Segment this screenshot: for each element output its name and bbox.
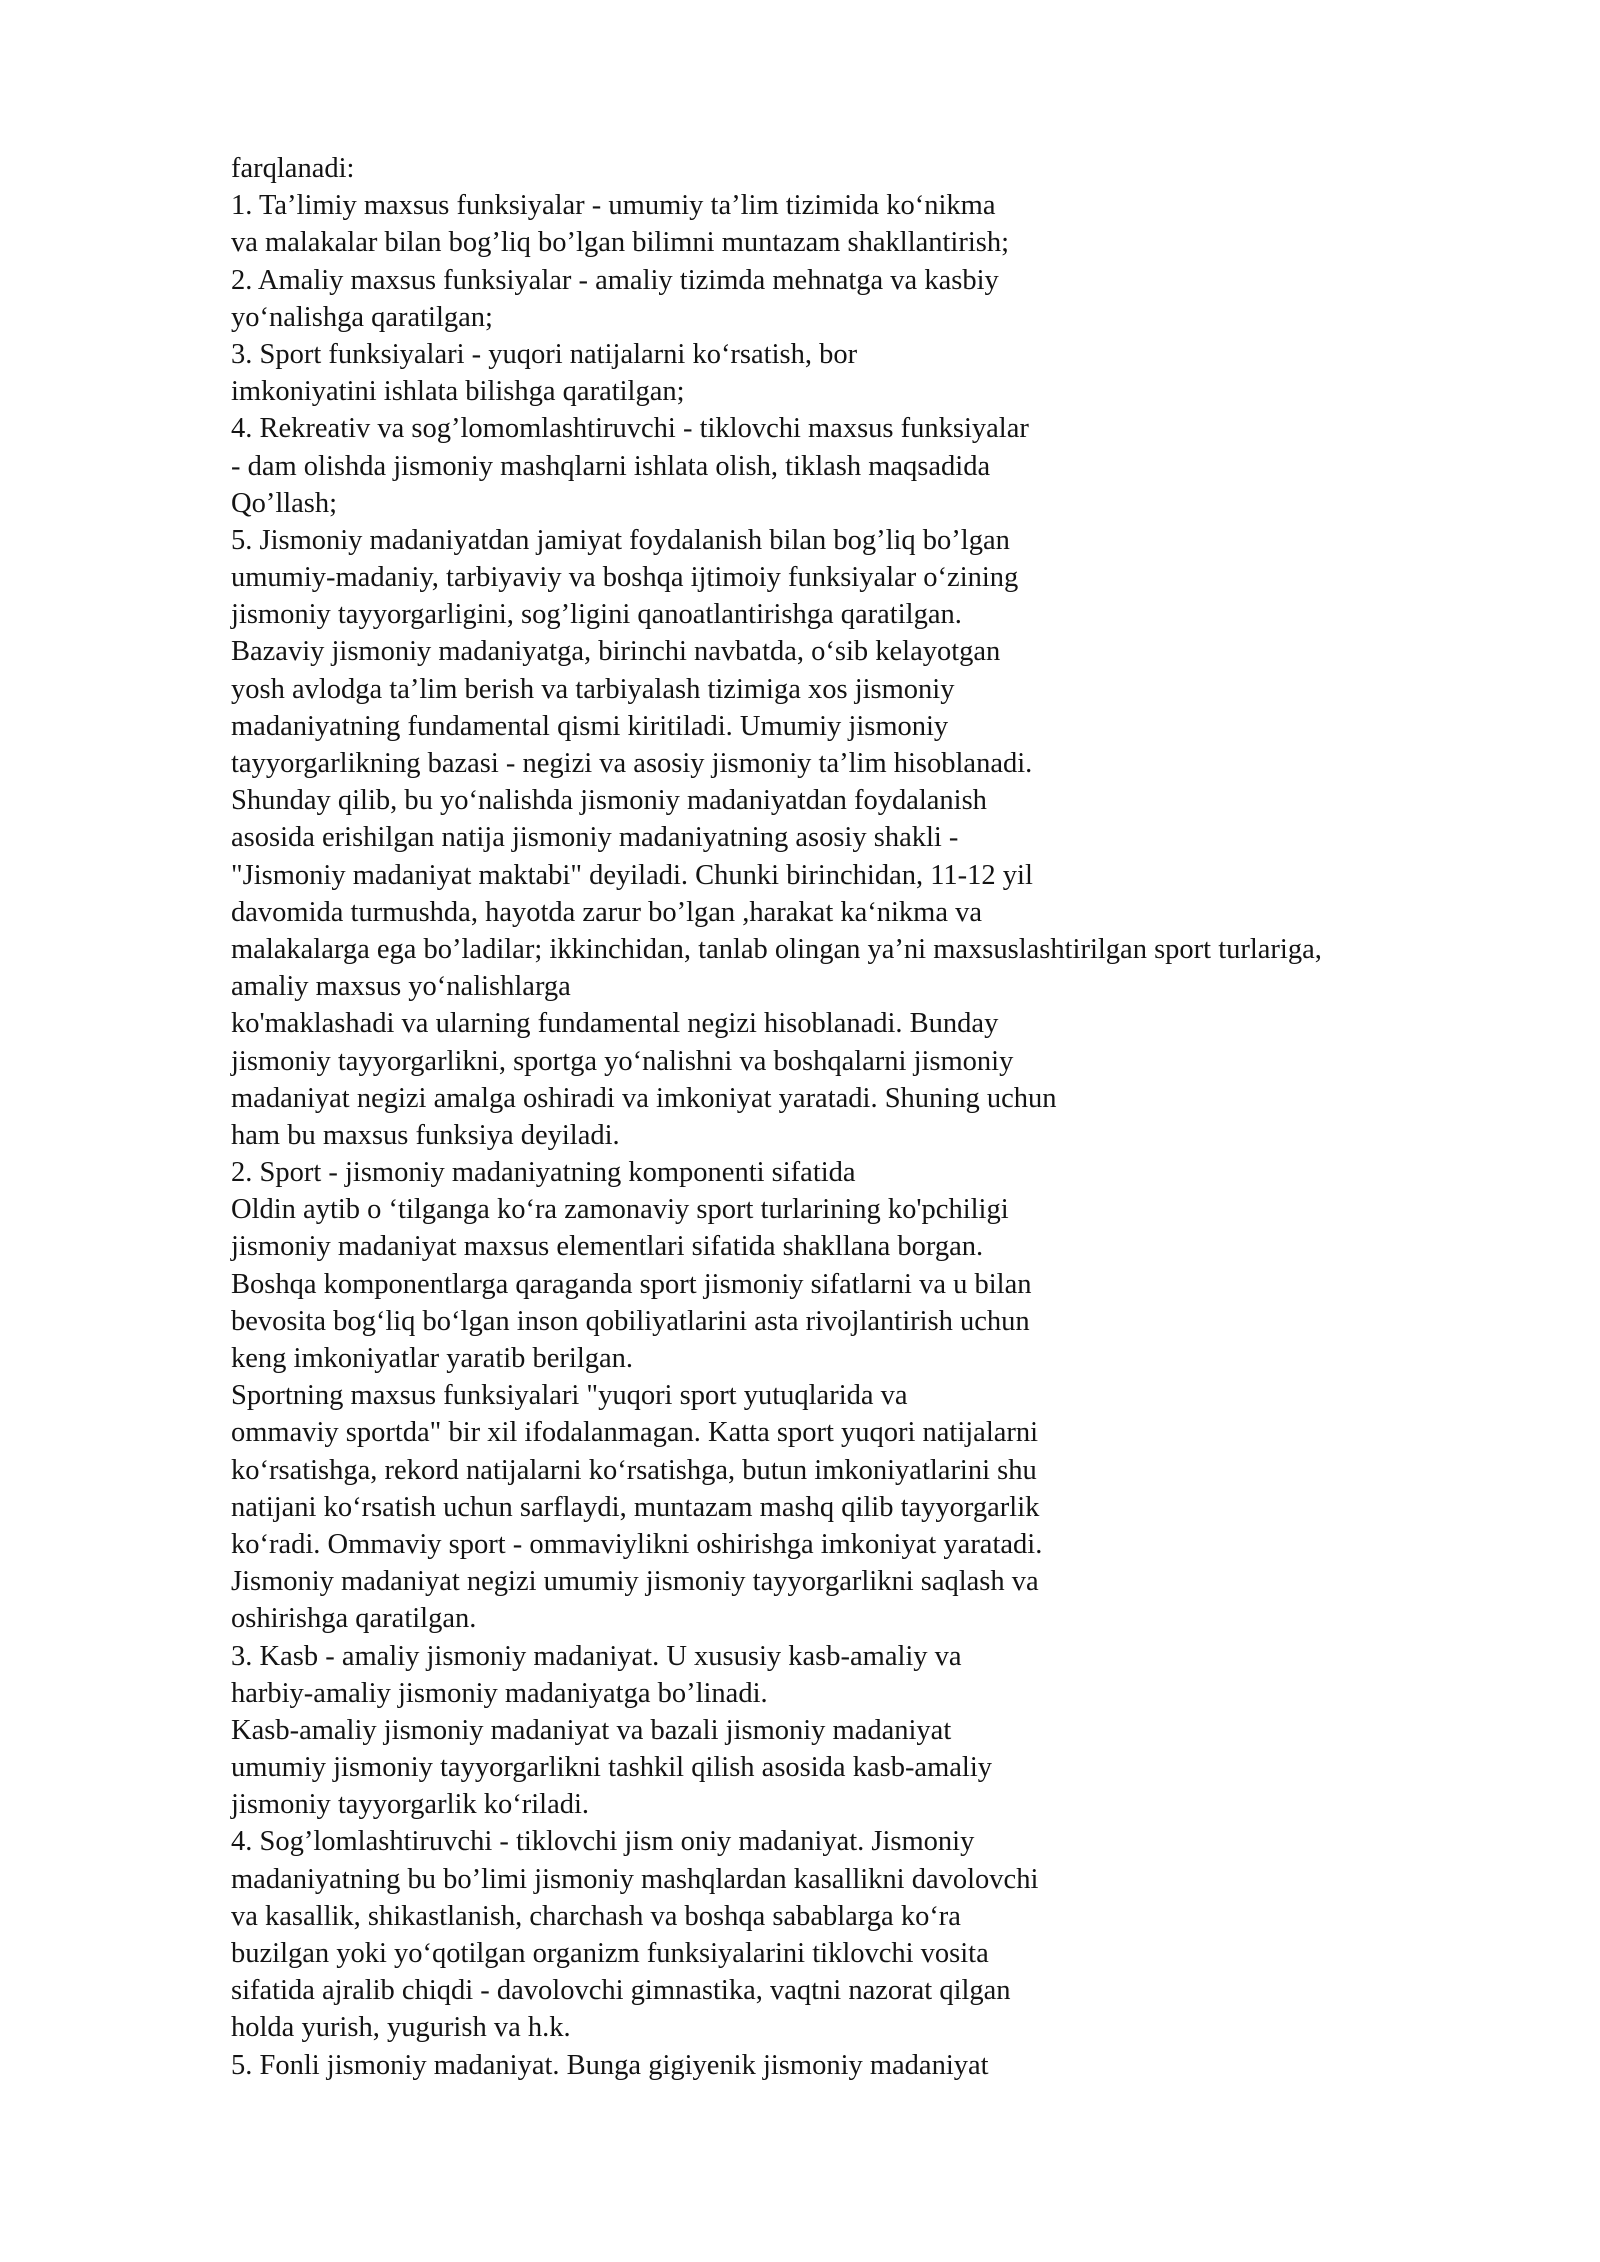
text-line: amaliy maxsus yo‘nalishlarga: [231, 971, 571, 1003]
text-line: 3. Kasb - amaliy jismoniy madaniyat. U xususiy kasb-amaliy va: [231, 1640, 962, 1672]
text-line: ham bu maxsus funksiya deyiladi.: [231, 1119, 620, 1151]
text-line: madaniyatning fundamental qismi kiritiladi. Umumiy jismoniy: [231, 710, 949, 742]
text-line: 3. Sport funksiyalari - yuqori natijalarni ko‘rsatish, bor: [231, 338, 858, 370]
text-line: asosida erishilgan natija jismoniy madaniyatning asosiy shakli -: [231, 822, 959, 854]
text-line: oshirishga qaratilgan.: [231, 1603, 477, 1635]
text-line: umumiy jismoniy tayyorgarlikni tashkil qilish asosida kasb-amaliy: [231, 1752, 992, 1784]
text-line: madaniyat negizi amalga oshiradi va imkoniyat yaratadi. Shuning uchun: [231, 1082, 1057, 1114]
text-line: umumiy-madaniy, tarbiyaviy va boshqa ijtimoiy funksiyalar o‘zining: [231, 562, 1019, 594]
text-line: madaniyatning bu bo’limi jismoniy mashqlardan kasallikni davolovchi: [231, 1863, 1039, 1895]
text-line: harbiy-amaliy jismoniy madaniyatga bo’linadi.: [231, 1677, 768, 1709]
text-line: ko‘rsatishga, rekord natijalarni ko‘rsatishga, butun imkoniyatlarini shu: [231, 1454, 1037, 1486]
text-line: keng imkoniyatlar yaratib berilgan.: [231, 1343, 634, 1374]
text-line: 1. Ta’limiy maxsus funksiyalar - umumiy ta’lim tizimida ko‘nikma: [231, 190, 996, 222]
text-line: 2. Sport - jismoniy madaniyatning komponenti sifatida: [231, 1157, 856, 1189]
text-line: Shunday qilib, bu yo‘nalishda jismoniy madaniyatdan foydalanish: [231, 785, 987, 817]
text-line: va kasallik, shikastlanish, charchash va boshqa sabablarga ko‘ra: [231, 1900, 961, 1932]
text-line: ommaviy sportda" bir xil ifodalanmagan. Katta sport yuqori natijalarni: [231, 1417, 1039, 1449]
text-line: Boshqa komponentlarga qaraganda sport jismoniy sifatlarni va u bilan: [231, 1268, 1032, 1300]
text-line: imkoniyatini ishlata bilishga qaratilgan;: [231, 376, 685, 408]
body-text: [231, 150, 1571, 2121]
text-line: [231, 2084, 1571, 2121]
text-line: Kasb-amaliy jismoniy madaniyat va bazali jismoniy madaniyat: [231, 1714, 952, 1746]
text-line: jismoniy tayyorgarlik ko‘riladi.: [231, 1789, 590, 1821]
text-line: holda yurish, yugurish va h.k.: [231, 2012, 571, 2044]
text-line: "Jismoniy madaniyat maktabi" deyiladi. Chunki birinchidan, 11-12 yil: [231, 859, 1033, 891]
text-line: ko'maklashadi va ularning fundamental negizi hisoblanadi. Bunday: [231, 1008, 999, 1040]
text-line: yosh avlodga ta’lim berish va tarbiyalash tizimiga xos jismoniy: [231, 673, 955, 705]
text-line: Bazaviy jismoniy madaniyatga, birinchi navbatda, o‘sib kelayotgan: [231, 636, 1001, 668]
text-line: tayyorgarlikning bazasi - negizi va asosiy jismoniy ta’lim hisoblanadi.: [231, 748, 1033, 779]
text-line: Qo’llash;: [231, 487, 338, 519]
text-line: jismoniy madaniyat maxsus elementlari sifatida shakllana borgan.: [231, 1231, 984, 1263]
text-line: natijani ko‘rsatish uchun sarflaydi, muntazam mashq qilib tayyorgarlik: [231, 1491, 1040, 1523]
text-line: 2. Amaliy maxsus funksiyalar - amaliy tizimda mehnatga va kasbiy: [231, 264, 999, 296]
text-line: malakalarga ega bo’ladilar; ikkinchidan, tanlab olingan ya’ni maxsuslashtirilgan sport turlariga,: [231, 933, 1322, 965]
text-line: sifatida ajralib chiqdi - davolovchi gimnastika, vaqtni nazorat qilgan: [231, 1975, 1011, 2007]
text-line: Oldin aytib o ‘tilganga ko‘ra zamonaviy sport turlarining ko'pchiligi: [231, 1194, 1009, 1226]
text-line: farqlanadi:: [231, 153, 355, 184]
text-line: 5. Jismoniy madaniyatdan jamiyat foydalanish bilan bog’liq bo’lgan: [231, 524, 1010, 556]
text-line: 4. Sog’lomlashtiruvchi - tiklovchi jism oniy madaniyat. Jismoniy: [231, 1826, 975, 1858]
text-line: 4. Rekreativ va sog’lomomlashtiruvchi - tiklovchi maxsus funksiyalar: [231, 413, 1029, 445]
text-line: - dam olishda jismoniy mashqlarni ishlata olish, tiklash maqsadida: [231, 450, 991, 482]
text-line: 5. Fonli jismoniy madaniyat. Bunga gigiyenik jismoniy madaniyat: [231, 2049, 989, 2081]
text-line: bevosita bog‘liq bo‘lgan inson qobiliyatlarini asta rivojlantirish uchun: [231, 1305, 1030, 1337]
text-line: ko‘radi. Ommaviy sport - ommaviylikni oshirishga imkoniyat yaratadi.: [231, 1528, 1043, 1560]
text-line: davomida turmushda, hayotda zarur bo’lgan ,harakat ka‘nikma va: [231, 896, 983, 928]
text-line: Sportning maxsus funksiyalari "yuqori sport yutuqlarida va: [231, 1380, 908, 1412]
text-line: jismoniy tayyorgarligini, sog’ligini qanoatlantirishga qaratilgan.: [231, 599, 962, 631]
text-line: Jismoniy madaniyat negizi umumiy jismoniy tayyorgarlikni saqlash va: [231, 1566, 1039, 1598]
text-line: va malakalar bilan bog’liq bo’lgan bilimni muntazam shakllantirish;: [231, 227, 1010, 259]
text-line: buzilgan yoki yo‘qotilgan organizm funksiyalarini tiklovchi vosita: [231, 1938, 989, 1969]
text-line: yo‘nalishga qaratilgan;: [231, 301, 493, 333]
text-line: jismoniy tayyorgarlikni, sportga yo‘nalishni va boshqalarni jismoniy: [231, 1045, 1014, 1077]
